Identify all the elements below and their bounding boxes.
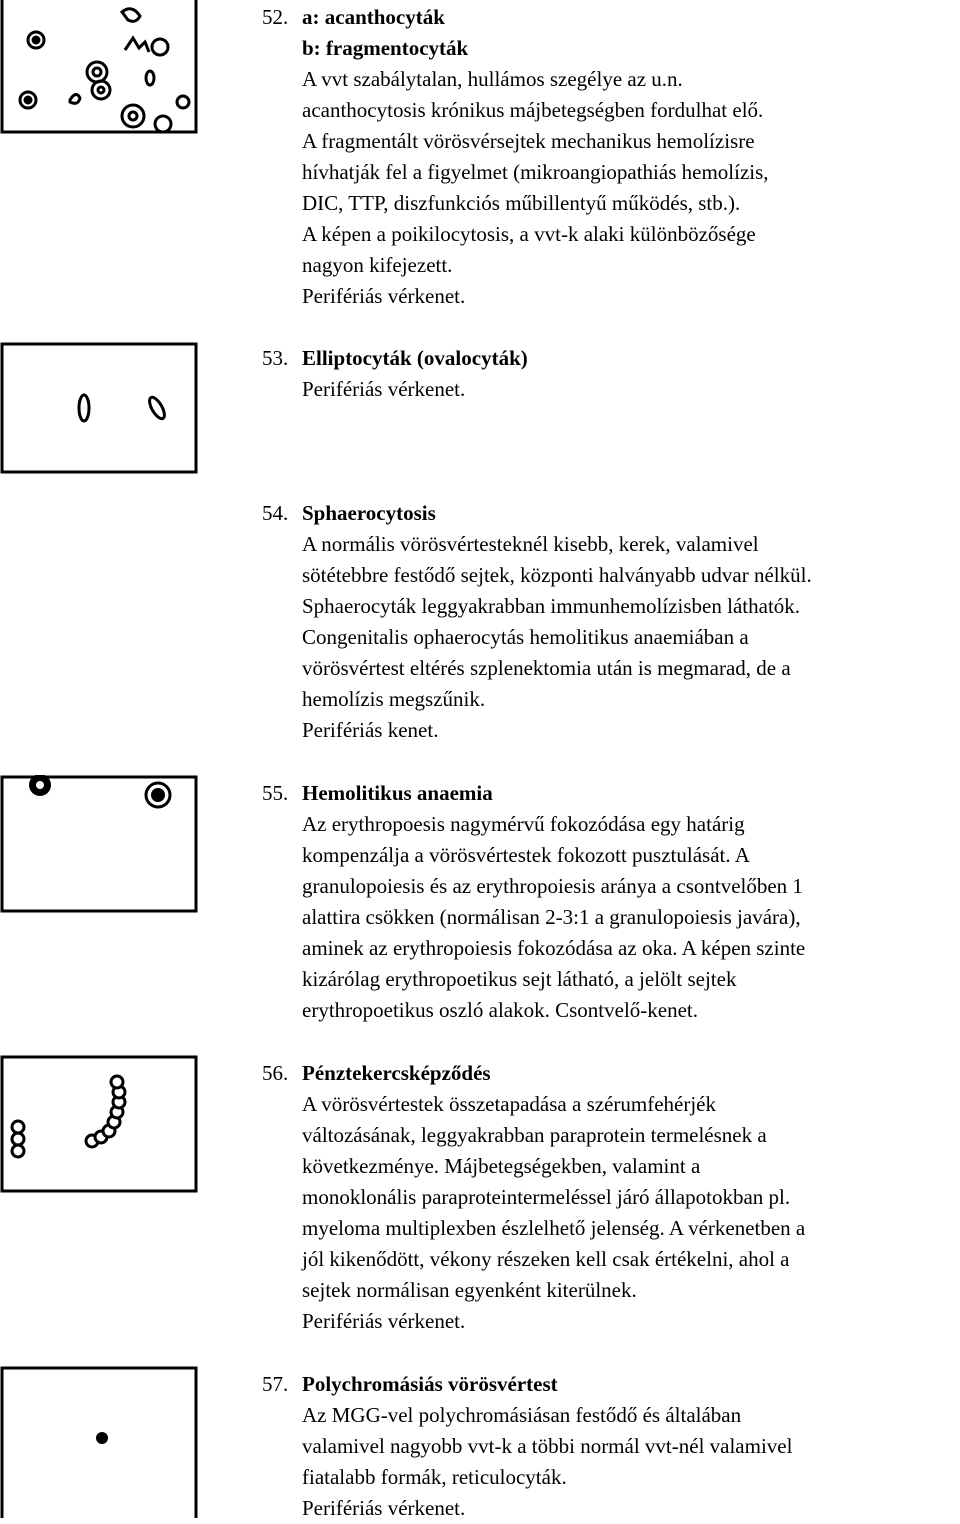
entry-line: Az MGG-vel polychromásiásan festődő és általában bbox=[302, 1403, 742, 1427]
entry-line: Perifériás vérkenet. bbox=[302, 284, 466, 308]
entry-line: kizárólag erythropoetikus sejt látható, a jelölt sejtek bbox=[302, 967, 737, 991]
entry-line: A normális vörösvértesteknél kisebb, kerek, valamivel bbox=[302, 532, 759, 556]
entry-line: Perifériás vérkenet. bbox=[302, 1496, 466, 1520]
entry-52 bbox=[262, 2, 956, 312]
entry-title: Pénztekercsképződés bbox=[302, 1061, 491, 1085]
entry-line: myeloma multiplexben észlelhető jelenség. A vérkenetben a bbox=[302, 1216, 806, 1240]
entry-line: A fragmentált vörösvérsejtek mechanikus hemolízisre bbox=[302, 129, 755, 153]
figure-57-polychromatic-rbc bbox=[0, 1366, 200, 1518]
entry-line: kompenzálja a vörösvértestek fokozott pusztulását. A bbox=[302, 843, 750, 867]
entry-line: monoklonális paraproteintermeléssel járó állapotokban pl. bbox=[302, 1185, 791, 1209]
entry-53 bbox=[262, 343, 956, 405]
entry-number: 52. bbox=[262, 5, 289, 29]
entry-line: Az erythropoesis nagymérvű fokozódása egy határig bbox=[302, 812, 745, 836]
entry-title: Hemolitikus anaemia bbox=[302, 781, 493, 805]
entry-line: A képen a poikilocytosis, a vvt-k alaki különbözősége bbox=[302, 222, 756, 246]
entry-number: 53. bbox=[262, 346, 289, 370]
entry-line: sejtek normálisan egyenként kiterülnek. bbox=[302, 1278, 637, 1302]
entry-number: 56. bbox=[262, 1061, 289, 1085]
entry-line: alattira csökken (normálisan 2-3:1 a granulopoiesis javára), bbox=[302, 905, 801, 929]
entry-number: 57. bbox=[262, 1372, 289, 1396]
entry-line: granulopoiesis és az erythropoiesis aránya a csontvelőben 1 bbox=[302, 874, 803, 898]
entry-line: Congenitalis ophaerocytás hemolitikus anaemiában a bbox=[302, 625, 749, 649]
entry-line: Perifériás vérkenet. bbox=[302, 1309, 466, 1333]
entry-line: A vörösvértestek összetapadása a szérumfehérjék bbox=[302, 1092, 716, 1116]
figure-53-elliptocytes bbox=[0, 342, 200, 476]
entry-55 bbox=[262, 778, 956, 1026]
entry-line: változásának, leggyakrabban paraprotein termelésnek a bbox=[302, 1123, 767, 1147]
entry-56 bbox=[262, 1058, 956, 1337]
entry-line: Perifériás kenet. bbox=[302, 718, 439, 742]
entry-title-a: a: acanthocyták bbox=[302, 5, 445, 29]
entry-line: DIC, TTP, diszfunkciós műbillentyű működés, stb.). bbox=[302, 191, 741, 215]
entry-line: nagyon kifejezett. bbox=[302, 253, 453, 277]
figure-52-acanthocytes bbox=[0, 0, 200, 140]
entry-title-b: b: fragmentocyták bbox=[302, 36, 469, 60]
entry-number: 54. bbox=[262, 501, 289, 525]
entry-line: sötétebbre festődő sejtek, központi halványabb udvar nélkül. bbox=[302, 563, 812, 587]
entry-title: Polychromásiás vörösvértest bbox=[302, 1372, 558, 1396]
entry-54 bbox=[262, 498, 956, 746]
entry-title: Sphaerocytosis bbox=[302, 501, 436, 525]
entry-line: valamivel nagyobb vvt-k a többi normál vvt-nél valamivel bbox=[302, 1434, 793, 1458]
entry-line: erythropoetikus oszló alakok. Csontvelő-kenet. bbox=[302, 998, 698, 1022]
entry-title: Elliptocyták (ovalocyták) bbox=[302, 346, 528, 370]
figure-55-hemolytic-anaemia bbox=[0, 775, 200, 915]
entry-line: hemolízis megszűnik. bbox=[302, 687, 486, 711]
entry-line: jól kikenődött, vékony részeken kell csak értékelni, ahol a bbox=[302, 1247, 790, 1271]
entry-line: Perifériás vérkenet. bbox=[302, 377, 466, 401]
entry-line: fiatalabb formák, reticulocyták. bbox=[302, 1465, 567, 1489]
entry-57 bbox=[262, 1369, 956, 1524]
figure-56-rouleaux bbox=[0, 1055, 200, 1195]
entry-line: hívhatják fel a figyelmet (mikroangiopathiás hemolízis, bbox=[302, 160, 769, 184]
entry-number: 55. bbox=[262, 781, 289, 805]
entry-line: aminek az erythropoiesis fokozódása az oka. A képen szinte bbox=[302, 936, 806, 960]
entry-line: vörösvértest eltérés szplenektomia után is megmarad, de a bbox=[302, 656, 791, 680]
entry-line: következménye. Májbetegségekben, valamint a bbox=[302, 1154, 701, 1178]
entry-line: acanthocytosis krónikus májbetegségben fordulhat elő. bbox=[302, 98, 764, 122]
entry-line: Sphaerocyták leggyakrabban immunhemolízisben láthatók. bbox=[302, 594, 801, 618]
entry-line: A vvt szabálytalan, hullámos szegélye az u.n. bbox=[302, 67, 683, 91]
